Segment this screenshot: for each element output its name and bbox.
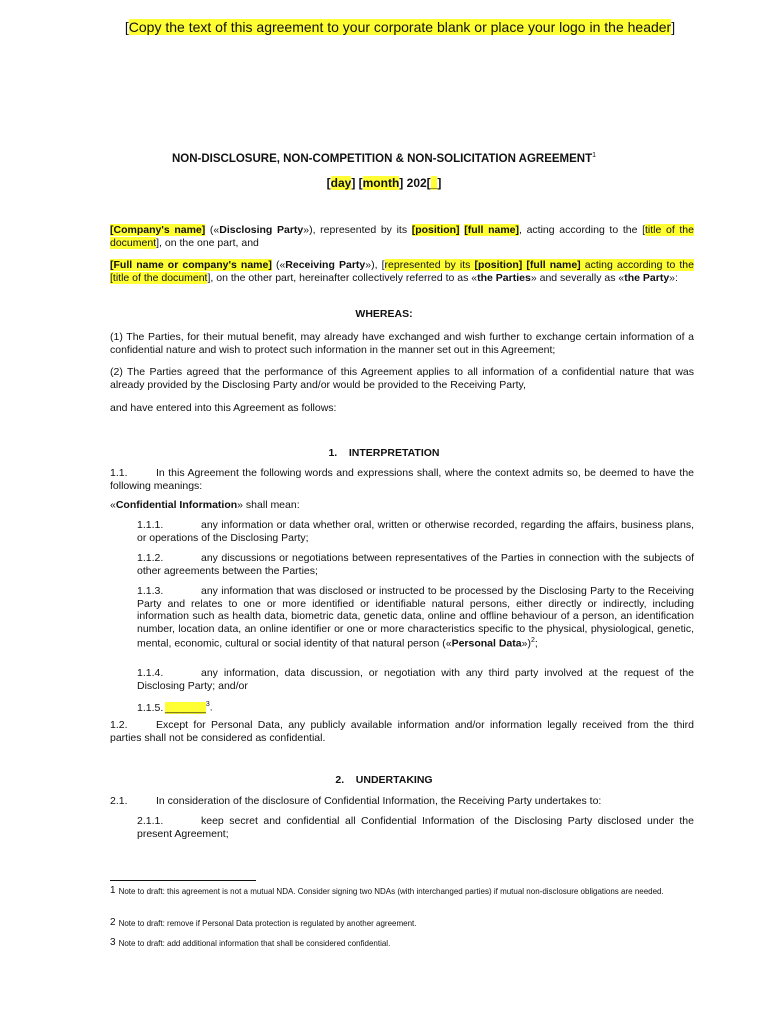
text-fragment: » and severally as « — [530, 271, 625, 284]
clause-number: 1.1.2. — [137, 552, 164, 564]
clause-1-2 — [110, 719, 694, 744]
clause-1-1-3 — [137, 585, 694, 650]
clause-text: In consideration of the disclosure of Confidential Information, the Receiving Party undertakes to: — [156, 795, 602, 807]
bracket-open: [ — [124, 19, 129, 35]
clause-1-1-1 — [137, 519, 694, 544]
text-fragment: ], on the other part, hereinafter collectively referred to as « — [207, 271, 478, 284]
header-note-text: Copy the text of this agreement to your corporate blank or place your logo in the header — [128, 19, 672, 35]
clause-number: 1.1.5. — [137, 701, 164, 714]
footnote-ref-3: 3 — [205, 701, 210, 708]
personal-data-term: Personal Data — [451, 637, 522, 650]
full-name-placeholder: [full name] — [464, 224, 520, 236]
text-fragment: ; — [534, 637, 538, 650]
text-fragment: , acting according to the [ — [519, 224, 645, 236]
text-fragment: ], on the one part, and — [156, 236, 259, 249]
recital-1: (1) The Parties, for their mutual benefit, may already have exchanged and wish further to exchange certain information of a confidential nature and wish to protect such information in the manner set out in this Agreement; — [110, 331, 694, 356]
clause-number: 1.1.3. — [137, 585, 164, 597]
clause-2-1 — [110, 795, 694, 808]
date-year-blank: _ — [430, 176, 438, 190]
text-fragment: (« — [205, 224, 220, 236]
text-fragment: . — [209, 701, 213, 714]
receiving-party-term: Receiving Party — [285, 259, 366, 271]
party-two-paragraph — [110, 259, 694, 284]
footnote-text: Note to draft: add additional information that shall be considered confidential. — [118, 939, 391, 948]
parties-term: the Parties — [477, 271, 531, 284]
footnote-text: Note to draft: remove if Personal Data protection is regulated by another agreement. — [118, 919, 417, 928]
date-year-prefix: 202 — [406, 176, 427, 190]
disclosing-party-term: Disclosing Party — [219, 224, 304, 236]
clause-number: 1.1.1. — [137, 519, 164, 531]
text-fragment: ») — [521, 637, 531, 650]
entered-statement: and have entered into this Agreement as follows: — [110, 402, 337, 414]
clause-number: 1.1.4. — [137, 667, 164, 679]
agreement-date: [day] [month] 202[_] — [326, 176, 442, 190]
agreement-title — [0, 152, 768, 165]
clause-text: In this Agreement the following words and expressions shall, where the context admits so, be deemed to have the following meanings: — [110, 467, 694, 492]
text-fragment: « — [110, 499, 116, 511]
clause-number: 2.1. — [110, 795, 128, 807]
text-fragment: acting according to the [ — [110, 259, 694, 284]
position-placeholder: [position] — [474, 259, 523, 271]
footnote-2 — [110, 918, 694, 929]
title-text: NON-DISCLOSURE, NON-COMPETITION & NON-SOLICITATION AGREEMENT — [171, 152, 593, 165]
text-fragment: »: — [669, 271, 678, 284]
clause-1-1-2 — [137, 552, 694, 577]
date-month: month — [362, 176, 400, 190]
additional-info-blank: _______ — [165, 701, 206, 714]
full-name-placeholder: [full name] — [526, 259, 581, 271]
text-fragment: » shall mean: — [237, 499, 300, 511]
clause-text: keep secret and confidential all Confidential Information of the Disclosing Party disclosed under the present Agreement; — [137, 815, 694, 840]
clause-text: any discussions or negotiations between representatives of the Parties in connection with the subjects of other agreements between the Parties; — [137, 552, 694, 577]
party-one-paragraph — [110, 224, 694, 249]
receiving-name-placeholder: [Full name or company's name] — [110, 259, 272, 271]
footnote-mark: 1 — [110, 885, 116, 896]
footnote-1 — [110, 886, 694, 897]
footnote-text: Note to draft: this agreement is not a mutual NDA. Consider signing two NDAs (with interchanged parties) if mutual non-disclosure obligations are needed. — [118, 887, 664, 896]
footnote-separator — [110, 880, 256, 881]
footnote-3 — [110, 938, 694, 949]
text-fragment: »), represented by its — [303, 224, 412, 236]
date-day: day — [330, 176, 352, 190]
position-placeholder: [position] — [411, 224, 460, 236]
text-fragment: represented by its — [384, 259, 475, 271]
clause-1-1-4 — [137, 667, 694, 692]
clause-number: 1.2. — [110, 719, 128, 731]
section-2-heading: 2. UNDERTAKING — [335, 774, 433, 786]
clause-text: any information that was disclosed or instructed to be processed by the Disclosing Party to the Receiving Party and relates to one or more identified or identifiable natural persons, either directly or indirectly, including information such as health data, biometric data, genetic data, online and offline behaviour of a person, an identification number, location data, an online identifier or one or more characteristics specific to the physical, physiological, genetic, mental, economic, cultural or social identity of that natural person (« — [137, 585, 694, 650]
clause-1-1-5 — [137, 699, 694, 714]
clause-text: Except for Personal Data, any publicly available information and/or information legally received from the third parties shall not be considered as confidential. — [110, 719, 694, 744]
party-term: the Party — [624, 271, 670, 284]
clause-text: any information or data whether oral, written or otherwise recorded, regarding the affairs, business plans, or operations of the Disclosing Party; — [137, 519, 694, 544]
clause-1-1 — [110, 467, 694, 492]
confidential-information-definition — [110, 499, 694, 512]
text-fragment: »), [ — [365, 259, 385, 271]
clause-2-1-1 — [137, 815, 694, 840]
recital-2: (2) The Parties agreed that the performance of this Agreement applies to all information of a confidential nature that was already provided by the Disclosing Party and/or would be provided to the Receiving Party, — [110, 366, 694, 391]
footnote-ref-2: 2 — [530, 637, 535, 644]
clause-number: 2.1.1. — [137, 815, 164, 827]
clause-number: 1.1. — [110, 467, 128, 479]
confidential-information-term: Confidential Information — [115, 499, 238, 511]
doc-title-placeholder: title of the document — [112, 271, 208, 284]
whereas-heading: WHEREAS: — [355, 308, 413, 320]
footnote-mark: 2 — [110, 917, 116, 928]
clause-text: any information, data discussion, or negotiation with any third party involved at the request of the Disclosing Party; and/or — [137, 667, 694, 692]
bracket-close: ] — [671, 19, 676, 35]
section-1-heading: 1. INTERPRETATION — [328, 447, 440, 459]
footnote-mark: 3 — [110, 937, 116, 948]
header-note — [120, 18, 680, 36]
doc-title-placeholder: title of the document — [110, 224, 694, 249]
footnote-ref-1: 1 — [592, 152, 597, 159]
company-name-placeholder: [Company's name] — [110, 224, 206, 236]
text-fragment: (« — [271, 259, 286, 271]
